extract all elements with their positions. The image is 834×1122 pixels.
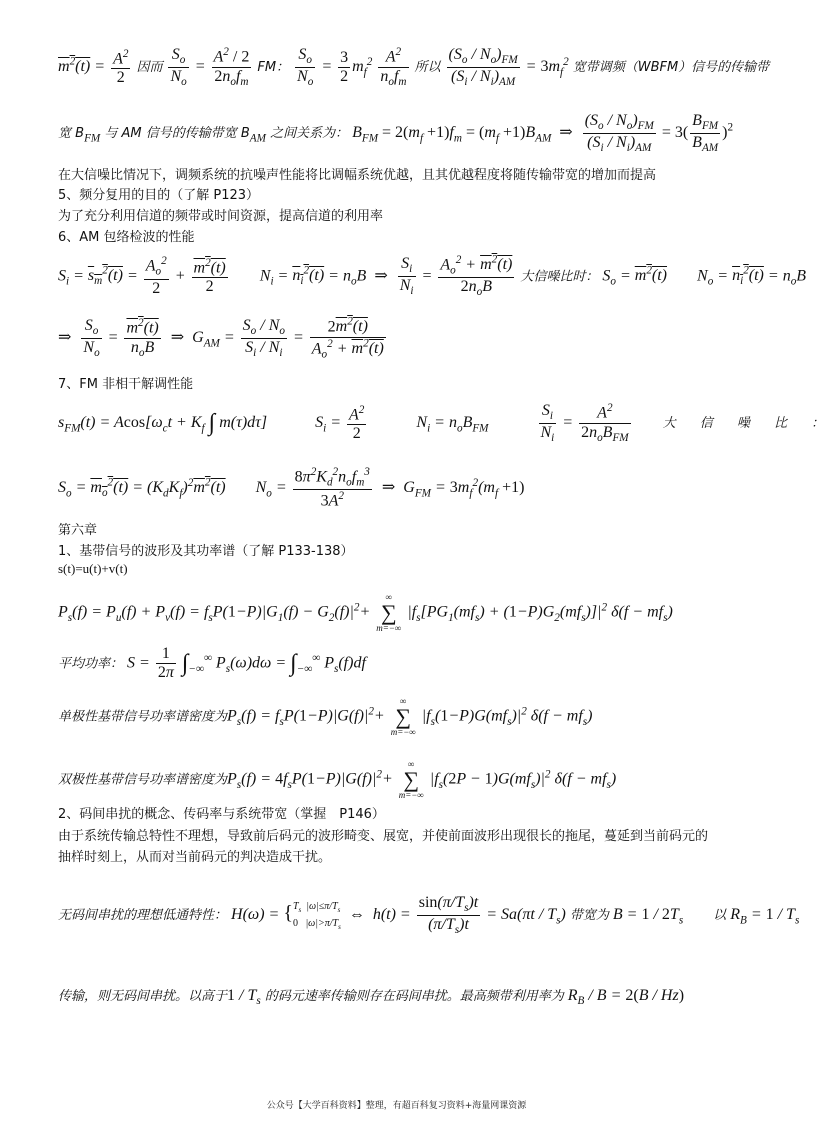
formula-line-22: 无码间串扰的理想低通特性： $H(\omega) = \{T_s$ $|\omega|\le\pi/T_s$ 0 $|\omega|>\pi/T_s$ ⇔ h(t) = $\frac{\sin(\pi/T_s)t}{(\pi/T_s)t}$ = $Sa(\pi t / T_s)$ 带宽为 $B = 1 / 2T_s$ 以 $R_B = 1 / T_s$	[58, 894, 800, 937]
text-line-23b: 的码元速率传输则存在码间串扰。最高频带利用率为	[264, 989, 564, 1004]
text-fm-label: FM：	[257, 60, 290, 76]
text-relation: 之间关系为：	[265, 126, 349, 142]
formula-line-17: 单极性基带信号功率谱密度为$P_s(f) = f_sP(1-P)|G(f)|^2+$ ∞ ∑ m=−∞ $|f_s(1-P)G(mf_s)|^2$ $\delta(f - mf_s)$	[58, 696, 593, 737]
formula-line-1: $m^2(t)$ = $\frac{A^2}{2}$ 因而 $\frac{S_o}{N_o}$ = $\frac{A^2 / 2}{2n_of_m}$ FM： $\frac{S_o}{N_o}$ = $\frac{3}{2}$ $m_f^2$ $\frac{A^2}{n_of_m}$ 所以 $\frac{(S_o / N_o)_{FM}}{(S_i / N_i)_{AM}}$ = $3m_f^2$ 宽带调频（WBFM）信号的传输带	[58, 46, 770, 89]
text-ideal-lpf: 无码间串扰的理想低通特性：	[58, 908, 228, 924]
heading-1: 1、基带信号的波形及其功率谱（了解 P133-138）	[58, 544, 354, 559]
text-avg-power: 平均功率：	[58, 656, 124, 672]
chapter-6-heading: 第六章	[58, 523, 98, 538]
footer-note: 公众号【大学百科资料】整理，有超百科复习资料+海量网课资源	[266, 1101, 527, 1111]
formula-line-18: 双极性基带信号功率谱密度为$P_s(f) = 4f_sP(1-P)|G(f)|^2+$ ∞ ∑ m=−∞ $|f_s(2P - 1)G(mf_s)|^2$ $\delta(f - mf_s)$	[58, 759, 617, 800]
formula-line-16: 平均功率： S = $\frac{1}{2\pi}$ $\int_{-\infty}^\infty$ $P_s(\omega)d\omega = \int_{-\infty}^\infty$ $P_s(f)df$	[58, 645, 366, 682]
formula-line-2: 宽 $B_{FM}$ 与 AM 信号的传输带宽 $B_{AM}$ 之间关系为： $B_{FM} = 2(m_f +1)f_m = (m_f +1)B_{AM}$ ⇒ $\frac{(S_o / N_o)_{FM}}{(S_i / N_i)_{AM}}$ = 3( $\frac{B_{FM}}{B_{AM}}$ )$^2$	[58, 112, 734, 155]
text-kuan: 宽 B	[58, 126, 85, 142]
heading-2: 2、码间串扰的概念、传码率与系统带宽（掌握 P146）	[58, 807, 385, 822]
formula-line-10: $s_{FM}(t) = Acos[\omega_ct + K_f$ ∫ m(τ)dτ] $S_i$ = $\frac{A^2}{2}$ $N_i = n_oB_{FM}$ $\frac{S_i}{N_i}$ = $\frac{A^2}{2n_oB_{FM}}$ 大 信 噪 比 ：	[58, 402, 834, 445]
text-line-3: 在大信噪比情况下，调频系统的抗噪声性能将比调幅系统优越，且其优越程度将随传输带宽的增加而提高	[58, 168, 657, 183]
text-wbfm: 宽带调频（WBFM）信号的传输带	[572, 60, 770, 76]
formula-line-7: $S_i = s_m^2(t)$ = $\frac{A_o^2}{2}$ + $\frac{m^2(t)}{2}$ $N_i = n_i^2(t) = n_oB$ ⇒ $\frac{S_i}{N_i}$ = $\frac{A_o^2 + m^2(t)}{2n_oB}$ 大信噪比时： $S_o = m^2(t) N_o = n_i^2(t) = n_oB$	[58, 254, 807, 299]
text-yi: 以	[713, 908, 727, 924]
text-line-23a: 传输，则无码间串扰。以高于	[58, 989, 228, 1004]
text-high-snr-2: 大 信 噪 比 ：	[662, 416, 834, 432]
heading-6: 6、AM 包络检波的性能	[58, 230, 195, 245]
text-unipolar: 单极性基带信号功率谱密度为	[58, 709, 228, 725]
text-bipolar: 双极性基带信号功率谱密度为	[58, 772, 228, 788]
text-line-5: 为了充分利用信道的频带或时间资源，提高信道的利用率	[58, 209, 384, 224]
formula-line-8: ⇒ $\frac{S_o}{N_o}$ = $\frac{m^2(t)}{n_oB}$ ⇒ $G_{AM}$ = $\frac{S_o / N_o}{S_i / N_i}$ = $\frac{2m^2(t)}{A_o^2 + m^2(t)}$	[58, 316, 384, 361]
text-am-bandwidth: 与 AM 信号的传输带宽 B	[100, 126, 250, 142]
heading-7: 7、FM 非相干解调性能	[58, 377, 194, 392]
formula-line-23: 传输，则无码间串扰。以高于$1 / T_s$ 的码元速率传输则存在码间串扰。最高频带利用率为 $R_B / B = 2(B / Hz)$	[58, 987, 685, 1008]
text-line-20: 由于系统传输总特性不理想，导致前后码元的波形畸变、展宽，并使前面波形出现很长的拖尾，蔓延到当前码元的	[58, 829, 709, 844]
heading-5: 5、频分复用的目的（了解 P123）	[58, 188, 260, 203]
text-yin-er: 因而	[136, 60, 163, 76]
text-suo-yi: 所以	[414, 60, 441, 76]
text-bandwidth: 带宽为	[569, 908, 609, 924]
formula-line-15: $P_s(f) = P_u(f) + P_v(f) = f_sP(1-P)|G_1(f) - G_2(f)|^2+$ ∞ ∑ m=−∞ $|f_s[PG_1(mf_s) + (1-P)G_2(mf_s)]|^2$ $\delta(f - mf_s)$	[58, 592, 673, 633]
text-line-21: 抽样时刻上，从而对当前码元的判决造成干扰。	[58, 850, 332, 865]
text-high-snr: 大信噪比时：	[520, 269, 599, 285]
formula-line-11: $S_o = m_o^2(t) = (K_dK_f)^2m^2(t) N_o$ = $\frac{8\pi^2K_d^2n_of_m^3}{3A^2}$ ⇒ $G_{FM} = 3m_f^2(m_f +1)$	[58, 466, 525, 510]
text-st: s(t)=u(t)+v(t)	[58, 561, 128, 576]
